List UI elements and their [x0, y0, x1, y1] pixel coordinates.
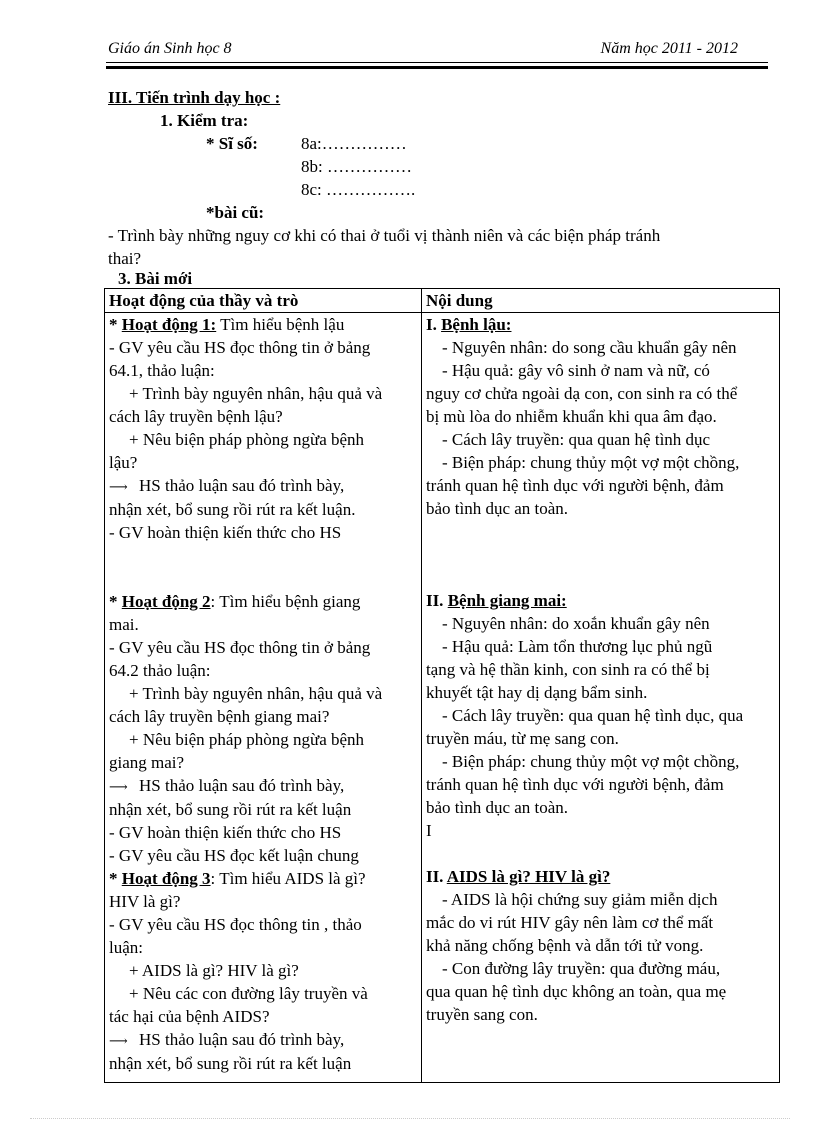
activity-line: mai. — [109, 615, 139, 634]
section-number: II. — [425, 867, 447, 886]
activity-line: HIV là gì? — [109, 892, 181, 911]
content-line: I — [425, 821, 432, 840]
activity-line: tác hại của bệnh AIDS? — [109, 1007, 270, 1026]
content-line: bị mù lòa do nhiễm khuẩn khi qua âm đạo. — [425, 407, 717, 426]
activity-line — [109, 774, 417, 798]
kiemtra-label: 1. Kiểm tra: — [160, 111, 249, 130]
activity-line: luận: — [109, 938, 143, 957]
activity-activity-title — [109, 590, 417, 613]
arrow-text: HS thảo luận sau đó trình bày, — [139, 1030, 345, 1049]
activity-line: - GV hoàn thiện kiến thức cho HS — [109, 823, 342, 842]
activity-line: + Nêu biện pháp phòng ngừa bệnh — [129, 730, 365, 749]
content-line: - Nguyên nhân: do xoắn khuẩn gây nên — [441, 614, 710, 633]
table-body-row — [105, 313, 780, 1083]
activity-line: nhận xét, bổ sung rồi rút ra kết luận. — [109, 500, 356, 519]
content-line: bảo tình dục an toàn. — [425, 499, 569, 518]
class-8a: 8a:…………… — [301, 134, 407, 153]
underlined-title: Hoạt động 3 — [121, 869, 211, 888]
kiemtra-heading — [160, 109, 248, 132]
bullet-star: * — [109, 869, 122, 888]
underlined-title: Hoạt động 2 — [121, 592, 211, 611]
review-question-cont: thai? — [108, 249, 142, 268]
title-rest: : Tìm hiểu AIDS là gì? — [210, 869, 366, 888]
activity-line: + Trình bày nguyên nhân, hậu quả và — [129, 384, 383, 403]
activity-line: - GV yêu cầu HS đọc kết luận chung — [109, 846, 359, 865]
bullet-star: * — [109, 592, 122, 611]
activity-line: 64.2 thảo luận: — [109, 661, 211, 680]
content-cell — [421, 313, 779, 1083]
content-line: - Cách lây truyền: qua quan hệ tình dục, qua — [441, 706, 744, 725]
table-header-row — [105, 289, 780, 313]
activity-line — [109, 567, 417, 590]
siso-label: * Sĩ số: — [206, 134, 258, 153]
activity-line: 64.1, thảo luận: — [109, 361, 215, 380]
lesson-table — [104, 288, 780, 1083]
content-line: - Cách lây truyền: qua quan hệ tình dục — [441, 430, 711, 449]
activity-line: + Nêu các con đường lây truyền và — [129, 984, 368, 1003]
content-activity-title — [426, 865, 775, 888]
activity-line: - GV hoàn thiện kiến thức cho HS — [109, 523, 342, 542]
arrow-icon: ⟶ — [109, 479, 128, 494]
content-line: - Hậu quả: gây vô sinh ở nam và nữ, có — [441, 361, 710, 380]
activity-line: - GV yêu cầu HS đọc thông tin ở bảng — [109, 338, 371, 357]
content-line — [426, 543, 775, 566]
content-line: tránh quan hệ tình dục với người bệnh, đảm — [425, 476, 724, 495]
underlined-title: Hoạt động 1: — [121, 315, 217, 334]
section-heading: III. Tiến trình dạy học : — [108, 88, 281, 107]
activity-line: - GV yêu cầu HS đọc thông tin , thảo — [109, 915, 362, 934]
class-8c: 8c: ……………. — [301, 180, 416, 199]
page-header — [108, 40, 768, 62]
header-rule-thin — [106, 62, 768, 63]
content-line: mắc do vi rút HIV gây nên làm cơ thể mất — [425, 913, 714, 932]
content-activity-title — [426, 589, 775, 612]
page-bottom-edge — [30, 1118, 790, 1119]
activity-activity-title — [109, 313, 417, 336]
content-activity-title — [426, 313, 775, 336]
content-line: nguy cơ chửa ngoài dạ con, con sinh ra có thể — [425, 384, 738, 403]
content-line: bảo tình dục an toàn. — [425, 798, 569, 817]
activity-line: nhận xét, bổ sung rồi rút ra kết luận — [109, 800, 352, 819]
arrow-text: HS thảo luận sau đó trình bày, — [139, 476, 345, 495]
review-question: - Trình bày những nguy cơ khi có thai ở tuổi vị thành niên và các biện pháp tránh — [108, 226, 661, 245]
section-number: II. — [425, 591, 448, 610]
bullet-star: * — [109, 315, 122, 334]
content-line: - Nguyên nhân: do song cầu khuẩn gây nên — [441, 338, 737, 357]
underlined-title: AIDS là gì? HIV là gì? — [446, 867, 611, 886]
arrow-icon: ⟶ — [109, 1033, 128, 1048]
activity-line: + AIDS là gì? HIV là gì? — [129, 961, 299, 980]
title-rest: Tìm hiểu bệnh lậu — [216, 315, 345, 334]
header-subject: Giáo án Sinh học 8 — [108, 40, 232, 57]
content-line: truyền máu, từ mẹ sang con. — [425, 729, 619, 748]
activity-activity-title — [109, 867, 417, 890]
underlined-title: Bệnh lậu: — [441, 315, 512, 334]
baimoi-heading — [118, 267, 192, 290]
content-line: khả năng chống bệnh và dẫn tới tử vong. — [425, 936, 704, 955]
activity-line — [109, 1028, 417, 1052]
header-activities: Hoạt động của thầy và trò — [105, 289, 422, 313]
content-line: - Hậu quả: Làm tổn thương lục phủ ngũ — [441, 637, 713, 656]
content-line: tạng và hệ thần kinh, con sinh ra có thể bị — [425, 660, 710, 679]
activities-cell — [105, 313, 422, 1083]
header-rule-thick — [106, 66, 768, 69]
content-line: - AIDS là hội chứng suy giảm miễn dịch — [441, 890, 718, 909]
content-line — [426, 566, 775, 589]
baimoi-label: 3. Bài mới — [118, 269, 193, 288]
content-line: - Con đường lây truyền: qua đường máu, — [441, 959, 721, 978]
arrow-icon: ⟶ — [109, 779, 128, 794]
underlined-title: Bệnh giang mai: — [447, 591, 567, 610]
activity-line: cách lây truyền bệnh lậu? — [109, 407, 283, 426]
activity-line: + Trình bày nguyên nhân, hậu quả và — [129, 684, 383, 703]
activity-line: + Nêu biện pháp phòng ngừa bệnh — [129, 430, 365, 449]
content-line: khuyết tật hay dị dạng bẩm sinh. — [425, 683, 648, 702]
class-8b: 8b: …………… — [301, 157, 412, 176]
content-line — [426, 842, 775, 865]
content-line: qua quan hệ tình dục không an toàn, qua mẹ — [425, 982, 727, 1001]
title-rest: : Tìm hiểu bệnh giang — [210, 592, 361, 611]
content-line: tránh quan hệ tình dục với người bệnh, đảm — [425, 775, 724, 794]
activity-line — [109, 544, 417, 567]
arrow-text: HS thảo luận sau đó trình bày, — [139, 776, 345, 795]
activity-line: giang mai? — [109, 753, 185, 772]
activity-line: lậu? — [109, 453, 138, 472]
activity-line: nhận xét, bổ sung rồi rút ra kết luận — [109, 1054, 352, 1073]
activity-line: - GV yêu cầu HS đọc thông tin ở bảng — [109, 638, 371, 657]
activity-line — [109, 474, 417, 498]
content-line — [426, 520, 775, 543]
header-content: Nội dung — [421, 289, 779, 313]
header-year: Năm học 2011 - 2012 — [600, 40, 738, 57]
content-line: truyền sang con. — [425, 1005, 538, 1024]
activity-line: cách lây truyền bệnh giang mai? — [109, 707, 330, 726]
content-line: - Biện pháp: chung thủy một vợ một chồng, — [441, 752, 740, 771]
baicu-label: *bài cũ: — [206, 203, 265, 222]
section-number: I. — [425, 315, 442, 334]
content-line: - Biện pháp: chung thủy một vợ một chồng, — [441, 453, 740, 472]
